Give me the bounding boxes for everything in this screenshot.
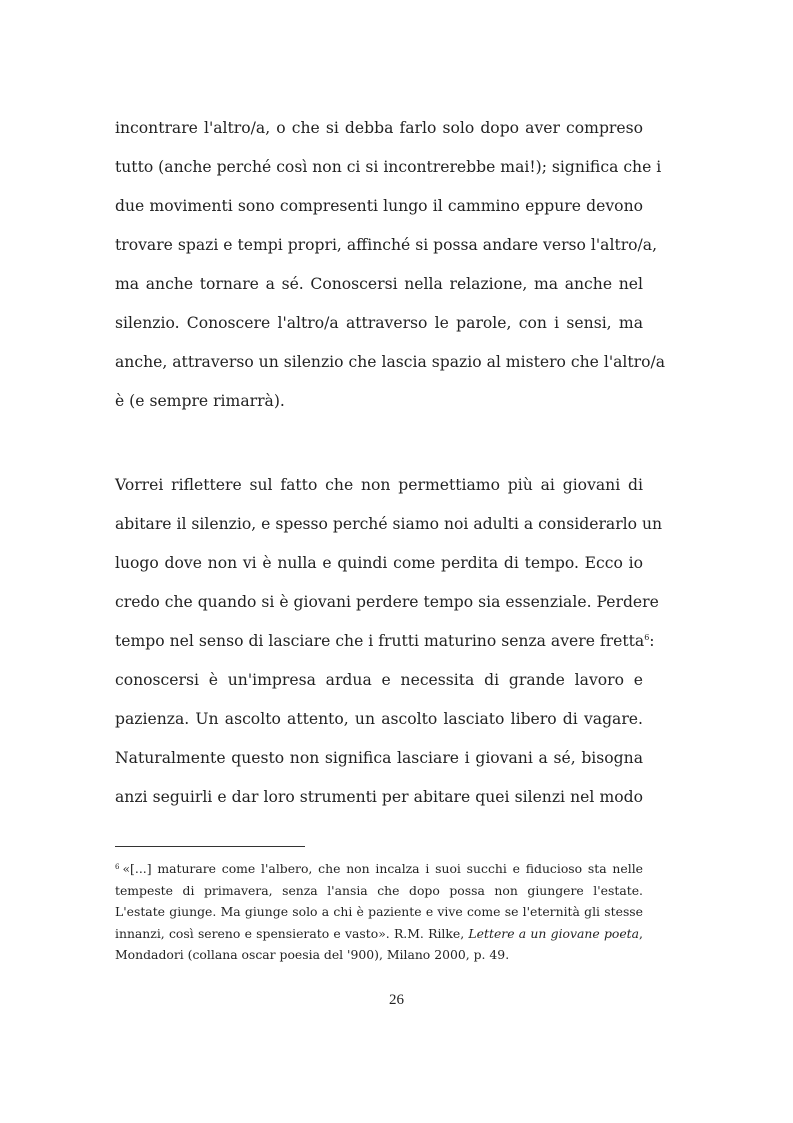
footnote-separator — [115, 846, 305, 847]
text-line: anzi seguirli e dar loro strumenti per abitare quei silenzi nel modo — [115, 788, 643, 806]
text-line: ma anche tornare a sé. Conoscersi nella relazione, ma anche nel — [115, 275, 643, 293]
footnote-line — [115, 923, 643, 945]
text-line: anche, attraverso un silenzio che lascia spazio al mistero che l'altro/a — [115, 353, 666, 371]
text-line: silenzio. Conoscere l'altro/a attraverso le parole, con i sensi, ma — [115, 314, 643, 332]
text-line-with-footnote — [115, 622, 655, 661]
text-line: incontrare l'altro/a, o che si debba farlo solo dopo aver compreso — [115, 119, 643, 137]
footnote-line: Mondadori (collana oscar poesia del '900), Milano 2000, p. 49. — [115, 947, 510, 962]
footnote-number: 6 — [115, 863, 120, 871]
text-line: abitare il silenzio, e spesso perché siamo noi adulti a considerarlo un — [115, 515, 663, 533]
paragraph-2 — [115, 466, 663, 817]
text-line: credo che quando si è giovani perdere tempo sia essenziale. Perdere — [115, 593, 659, 611]
text-line: due movimenti sono compresenti lungo il cammino eppure devono — [115, 197, 643, 215]
text-line-content: tempo nel senso di lasciare che i frutti maturino senza avere fretta — [115, 632, 645, 650]
text-line: luogo dove non vi è nulla e quindi come perdita di tempo. Ecco io — [115, 554, 643, 572]
page-number: 26 — [389, 992, 404, 1008]
footnote-reference[interactable]: 6 — [644, 633, 650, 642]
book-title: Lettere a un giovane poeta — [468, 925, 640, 941]
footnote-line — [115, 858, 643, 880]
text-line: trovare spazi e tempi propri, affinché si possa andare verso l'altro/a, — [115, 236, 658, 254]
text-line: pazienza. Un ascolto attento, un ascolto lasciato libero di vagare. — [115, 710, 643, 728]
text-line: conoscersi è un'impresa ardua e necessita di grande lavoro e — [115, 671, 643, 689]
text-line: Vorrei riflettere sul fatto che non permettiamo più ai giovani di — [115, 476, 643, 494]
footnote-punctuation: , — [639, 925, 643, 941]
text-line: è (e sempre rimarrà). — [115, 392, 285, 410]
text-line: tutto (anche perché così non ci si incontrerebbe mai!); significa che i — [115, 158, 662, 176]
text-line: Naturalmente questo non significa lasciare i giovani a sé, bisogna — [115, 749, 643, 767]
footnote-line: tempeste di primavera, senza l'ansia che dopo possa non giungere l'estate. — [115, 882, 643, 898]
footnote — [115, 858, 643, 966]
footnote-text: innanzi, così sereno e spensierato e vasto». R.M. Rilke, — [115, 925, 465, 941]
footnote-line: L'estate giunge. Ma giunge solo a chi è paziente e vive come se l'eternità gli stesse — [115, 904, 643, 919]
footnote-reference-punctuation: : — [649, 632, 655, 650]
paragraph-1 — [115, 109, 666, 421]
footnote-text: «[...] maturare come l'albero, che non incalza i suoi succhi e fiducioso sta nelle — [122, 861, 643, 876]
